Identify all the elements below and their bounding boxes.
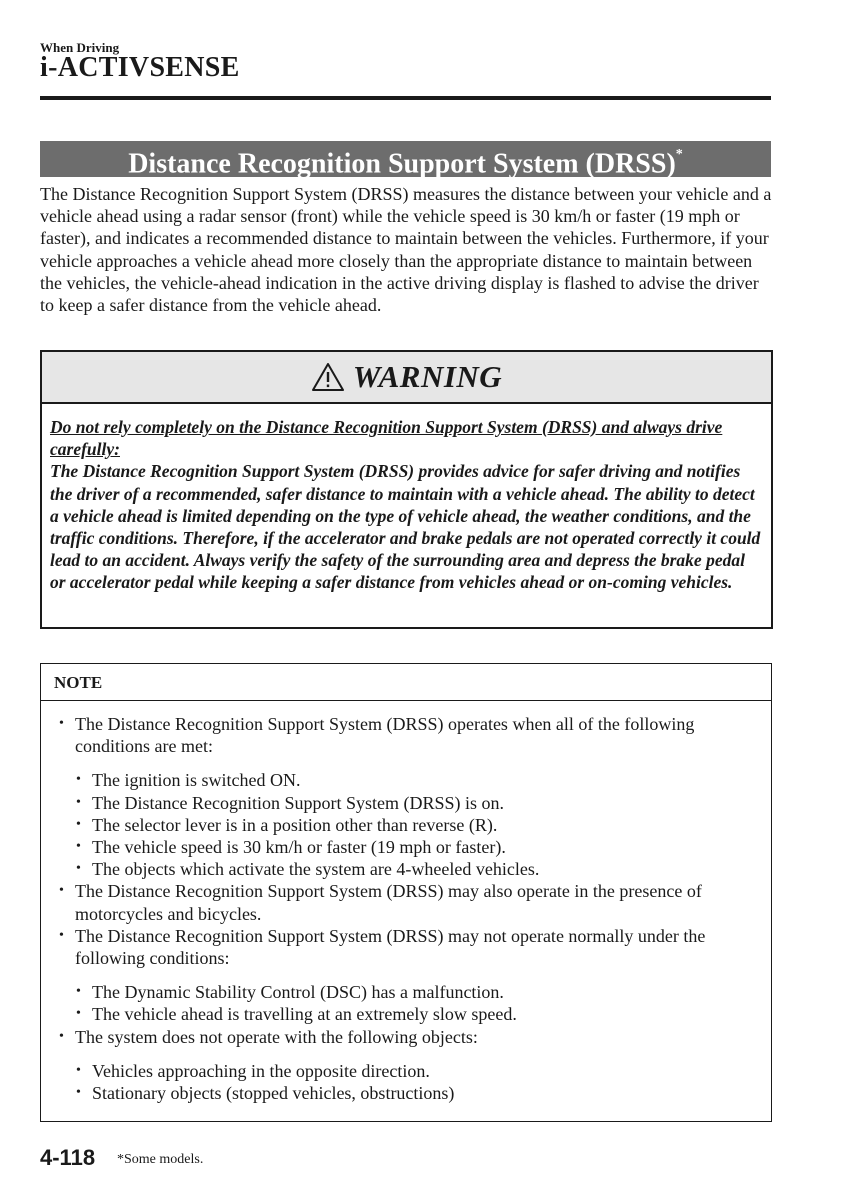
note-sub-item: • The vehicle speed is 30 km/h or faster (19 mph or faster).: [92, 836, 763, 858]
note-body: [41, 701, 771, 1104]
footnote: *Some models.: [117, 1152, 204, 1167]
note-item: • The Distance Recognition Support System (DRSS) may not operate normally under the following conditions:: [75, 925, 763, 969]
note-box: [40, 663, 772, 1122]
note-sub-item: • Stationary objects (stopped vehicles, obstructions): [92, 1082, 763, 1104]
section-heading-text: Distance Recognition Support System (DRSS): [128, 148, 676, 180]
section-heading: [40, 141, 771, 180]
note-sub-item: • The ignition is switched ON.: [92, 769, 763, 791]
note-sub-list: [92, 981, 763, 1025]
note-item: • The system does not operate with the following objects:: [75, 1026, 763, 1048]
section-label: When Driving: [40, 40, 120, 55]
note-sub-item: • The vehicle ahead is travelling at an extremely slow speed.: [92, 1003, 763, 1025]
note-sub-item: • The Distance Recognition Support System (DRSS) is on.: [92, 792, 763, 814]
note-sub-item: • The Dynamic Stability Control (DSC) has a malfunction.: [92, 981, 763, 1003]
note-sub-list: [92, 1060, 763, 1104]
warning-header: [42, 352, 771, 404]
warning-body: [42, 404, 771, 594]
page-title: i-ACTIVSENSE: [40, 52, 240, 83]
warning-triangle-icon: [311, 362, 345, 392]
warning-text: The Distance Recognition Support System (DRSS) provides advice for safer driving and notifies the driver of a recommended, safer distance to maintain with a vehicle ahead. The ability to detect a vehicle ahead is limited depending on the type of vehicle ahead, the weather conditions, and the traffic conditions. Therefore, if the accelerator and brake pedals are not operated correctly it could lead to an accident. Always verify the safety of the surrounding area and depress the brake pedal or accelerator pedal while keeping a safer distance from vehicles ahead or on-coming vehicles.: [50, 461, 761, 593]
note-item: • The Distance Recognition Support System (DRSS) may also operate in the presence of motorcycles and bicycles.: [75, 880, 763, 924]
note-sub-item: • Vehicles approaching in the opposite direction.: [92, 1060, 763, 1082]
note-item: • The Distance Recognition Support System (DRSS) operates when all of the following conditions are met:: [75, 713, 763, 757]
intro-paragraph: The Distance Recognition Support System (DRSS) measures the distance between your vehicle and a vehicle ahead using a radar sensor (front) while the vehicle speed is 30 km/h or faster (19 mph or faster), and indicates a recommended distance to maintain between the vehicles. Furthermore, if your vehicle approaches a vehicle ahead more closely than the appropriate distance to maintain between the vehicles, the vehicle-ahead indication in the active driving display is flashed to advise the driver to keep a safer distance from the vehicle ahead.: [40, 184, 772, 316]
note-sub-item: • The selector lever is in a position other than reverse (R).: [92, 814, 763, 836]
warning-box: [40, 350, 773, 629]
note-sub-list: [92, 769, 763, 880]
note-sub-item: • The objects which activate the system are 4-wheeled vehicles.: [92, 858, 763, 880]
some-models-mark: *: [675, 147, 683, 162]
warning-lead: Do not rely completely on the Distance Recognition Support System (DRSS) and always drive carefully:: [50, 417, 723, 460]
page-number: 4-118: [40, 1145, 96, 1170]
warning-title: WARNING: [352, 359, 503, 394]
note-title: NOTE: [41, 664, 771, 701]
header-divider: [40, 96, 771, 100]
